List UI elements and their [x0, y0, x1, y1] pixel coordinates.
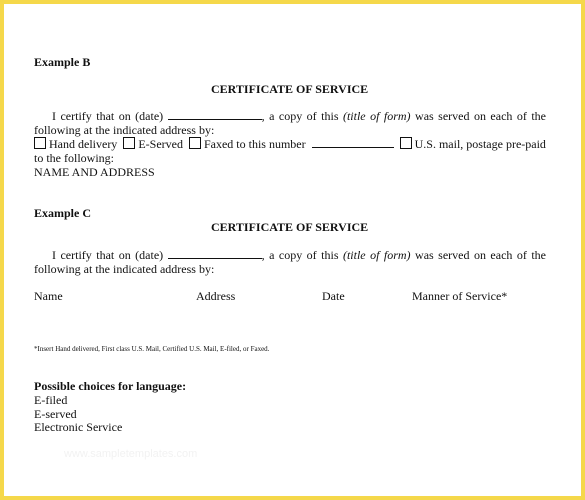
column-address: Address — [196, 289, 236, 303]
faxed-checkbox[interactable] — [189, 137, 201, 149]
example-b-title: CERTIFICATE OF SERVICE — [211, 82, 369, 96]
footnote: *Insert Hand delivered, First class U.S. Mail, Certified U.S. Mail, E-filed, or Faxed. — [34, 345, 270, 353]
certify-text: I certify that on (date) — [52, 248, 164, 262]
copy-text: , a copy of this — [261, 109, 339, 123]
served-text: was served on each of the — [415, 248, 546, 262]
fax-number-blank — [312, 137, 394, 148]
example-b-certify-line — [52, 109, 546, 124]
column-name: Name — [34, 289, 63, 303]
column-date: Date — [322, 289, 345, 303]
column-manner-of-service: Manner of Service* — [412, 289, 508, 303]
language-item-e-filed: E-filed — [34, 393, 68, 407]
title-of-form-text: (title of form) — [342, 109, 411, 123]
e-served-checkbox[interactable] — [123, 137, 135, 149]
example-c-certify-line — [52, 248, 546, 263]
hand-delivery-checkbox[interactable] — [34, 137, 46, 149]
date-blank — [168, 248, 262, 259]
document-page — [4, 4, 581, 496]
language-item-e-served: E-served — [34, 407, 77, 421]
example-b-to-line: to the following: — [34, 151, 114, 165]
certify-text: I certify that on (date) — [52, 109, 164, 123]
example-c-heading: Example C — [34, 206, 91, 220]
faxed-label: Faxed to this number — [203, 137, 306, 151]
language-heading: Possible choices for language: — [34, 379, 187, 393]
e-served-label: E-Served — [138, 137, 183, 151]
watermark: www.sampletemplates.com — [64, 448, 198, 460]
example-b-address-line: following at the indicated address by: — [34, 123, 215, 137]
title-of-form-text: (title of form) — [342, 248, 411, 262]
us-mail-label: U.S. mail, postage pre-paid — [414, 137, 546, 151]
example-b-options-line — [34, 137, 548, 152]
example-c-address-line: following at the indicated address by: — [34, 262, 215, 276]
hand-delivery-label: Hand delivery — [49, 137, 118, 151]
example-b-heading: Example B — [34, 55, 91, 69]
copy-text: , a copy of this — [261, 248, 339, 262]
date-blank — [168, 109, 262, 120]
example-c-title: CERTIFICATE OF SERVICE — [211, 220, 369, 234]
language-item-electronic-service: Electronic Service — [34, 420, 123, 434]
us-mail-checkbox[interactable] — [400, 137, 412, 149]
example-b-name-address: NAME AND ADDRESS — [34, 165, 155, 179]
served-text: was served on each of the — [415, 109, 546, 123]
